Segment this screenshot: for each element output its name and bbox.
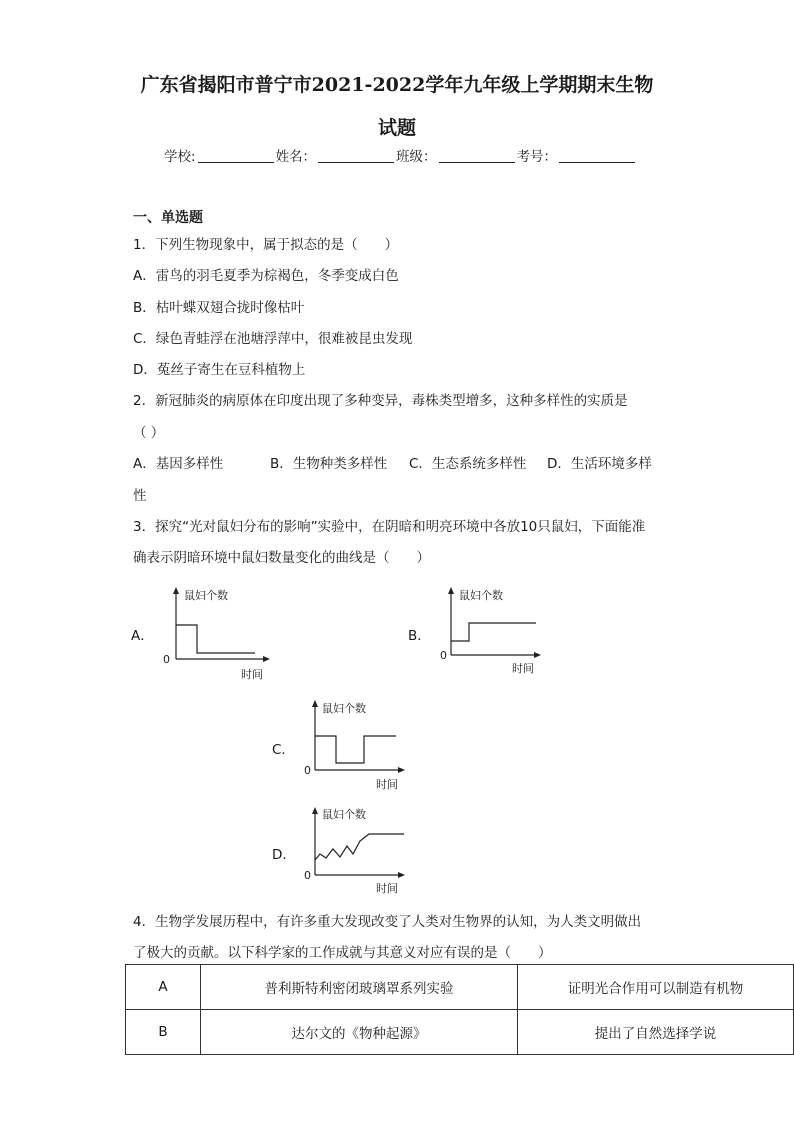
q4-table xyxy=(125,964,794,1055)
graph-a-origin: 0 xyxy=(163,653,170,666)
page-title-line2: 试题 xyxy=(377,117,416,139)
q1-option-a: A．雷鸟的羽毛夏季为棕褐色，冬季变成白色 xyxy=(133,268,399,284)
table-row xyxy=(126,1010,794,1055)
q3-option-b-label: B． xyxy=(408,628,431,644)
q1-option-d: D．菟丝子寄生在豆科植物上 xyxy=(133,362,306,378)
graph-b-curve xyxy=(451,623,536,641)
name-field[interactable] xyxy=(318,148,394,163)
q3-graph-a xyxy=(155,585,275,683)
q4-stem-line2: 了极大的贡献。以下科学家的工作成就与其意义对应有误的是（ ） xyxy=(133,945,552,961)
name-label: 姓名： xyxy=(275,149,317,165)
class-field[interactable] xyxy=(439,148,515,163)
graph-a-ylabel: 鼠妇个数 xyxy=(184,589,228,602)
graph-a-curve xyxy=(176,625,255,653)
q2-stem-line2: （ ） xyxy=(133,425,165,441)
section-heading: 一、单选题 xyxy=(133,210,203,226)
graph-c-origin: 0 xyxy=(304,764,311,777)
graph-c-curve xyxy=(315,736,396,763)
school-label: 学校: xyxy=(164,149,196,165)
q1-stem: 1．下列生物现象中，属于拟态的是（ ） xyxy=(133,237,399,253)
q2-option-c: C．生态系统多样性 xyxy=(409,456,527,472)
q3-option-a-label: A． xyxy=(131,628,154,644)
graph-d-curve xyxy=(315,834,404,860)
q4-stem-line1: 4．生物学发展历程中，有许多重大发现改变了人类对生物界的认知，为人类文明做出 xyxy=(133,914,642,930)
graph-b-xlabel: 时间 xyxy=(512,662,534,675)
q1-option-b: B．枯叶蝶双翅合拢时像枯叶 xyxy=(133,300,305,316)
table-cell-label: B xyxy=(126,1010,201,1055)
q3-stem-line1: 3．探究“光对鼠妇分布的影响”实验中，在阴暗和明亮环境中各放10只鼠妇，下面能准 xyxy=(133,519,646,535)
graph-c-xlabel: 时间 xyxy=(376,778,398,791)
table-cell-meaning: 证明光合作用可以制造有机物 xyxy=(518,965,794,1010)
graph-b-ylabel: 鼠妇个数 xyxy=(459,589,503,602)
table-cell-label: A xyxy=(126,965,201,1010)
class-label: 班级： xyxy=(396,149,437,165)
q2-option-b: B．生物种类多样性 xyxy=(270,456,388,472)
number-field[interactable] xyxy=(559,148,635,163)
graph-c-ylabel: 鼠妇个数 xyxy=(322,702,366,715)
number-label: 考号： xyxy=(516,149,558,165)
q3-graph-d xyxy=(296,805,408,900)
graph-d-xlabel: 时间 xyxy=(376,882,398,895)
q3-graph-b xyxy=(432,585,552,683)
table-cell-work: 达尔文的《物种起源》 xyxy=(201,1010,518,1055)
graph-a-xlabel: 时间 xyxy=(241,668,263,681)
info-fields xyxy=(164,145,637,165)
q2-option-d-wrap: 性 xyxy=(133,488,147,504)
graph-d-ylabel: 鼠妇个数 xyxy=(322,808,366,821)
table-cell-meaning: 提出了自然选择学说 xyxy=(518,1010,794,1055)
q3-option-c-label: C． xyxy=(272,742,295,758)
q3-stem-line2: 确表示阴暗环境中鼠妇数量变化的曲线是（ ） xyxy=(133,550,430,566)
graph-b-origin: 0 xyxy=(440,649,447,662)
school-field[interactable] xyxy=(198,148,274,163)
q2-stem-line1: 2．新冠肺炎的病原体在印度出现了多种变异，毒株类型增多，这种多样性的实质是 xyxy=(133,393,628,409)
table-cell-work: 普利斯特利密闭玻璃罩系列实验 xyxy=(201,965,518,1010)
q2-option-d: D．生活环境多样 xyxy=(547,456,652,472)
q3-graph-c xyxy=(296,698,408,796)
page-title: 广东省揭阳市普宁市2021-2022学年九年级上学期期末生物 xyxy=(140,74,654,96)
q3-option-d-label: D． xyxy=(272,847,296,863)
table-row xyxy=(126,965,794,1010)
graph-d-origin: 0 xyxy=(304,869,311,882)
q1-option-c: C．绿色青蛙浮在池塘浮萍中，很难被昆虫发现 xyxy=(133,331,413,347)
q2-option-a: A．基因多样性 xyxy=(133,456,224,472)
